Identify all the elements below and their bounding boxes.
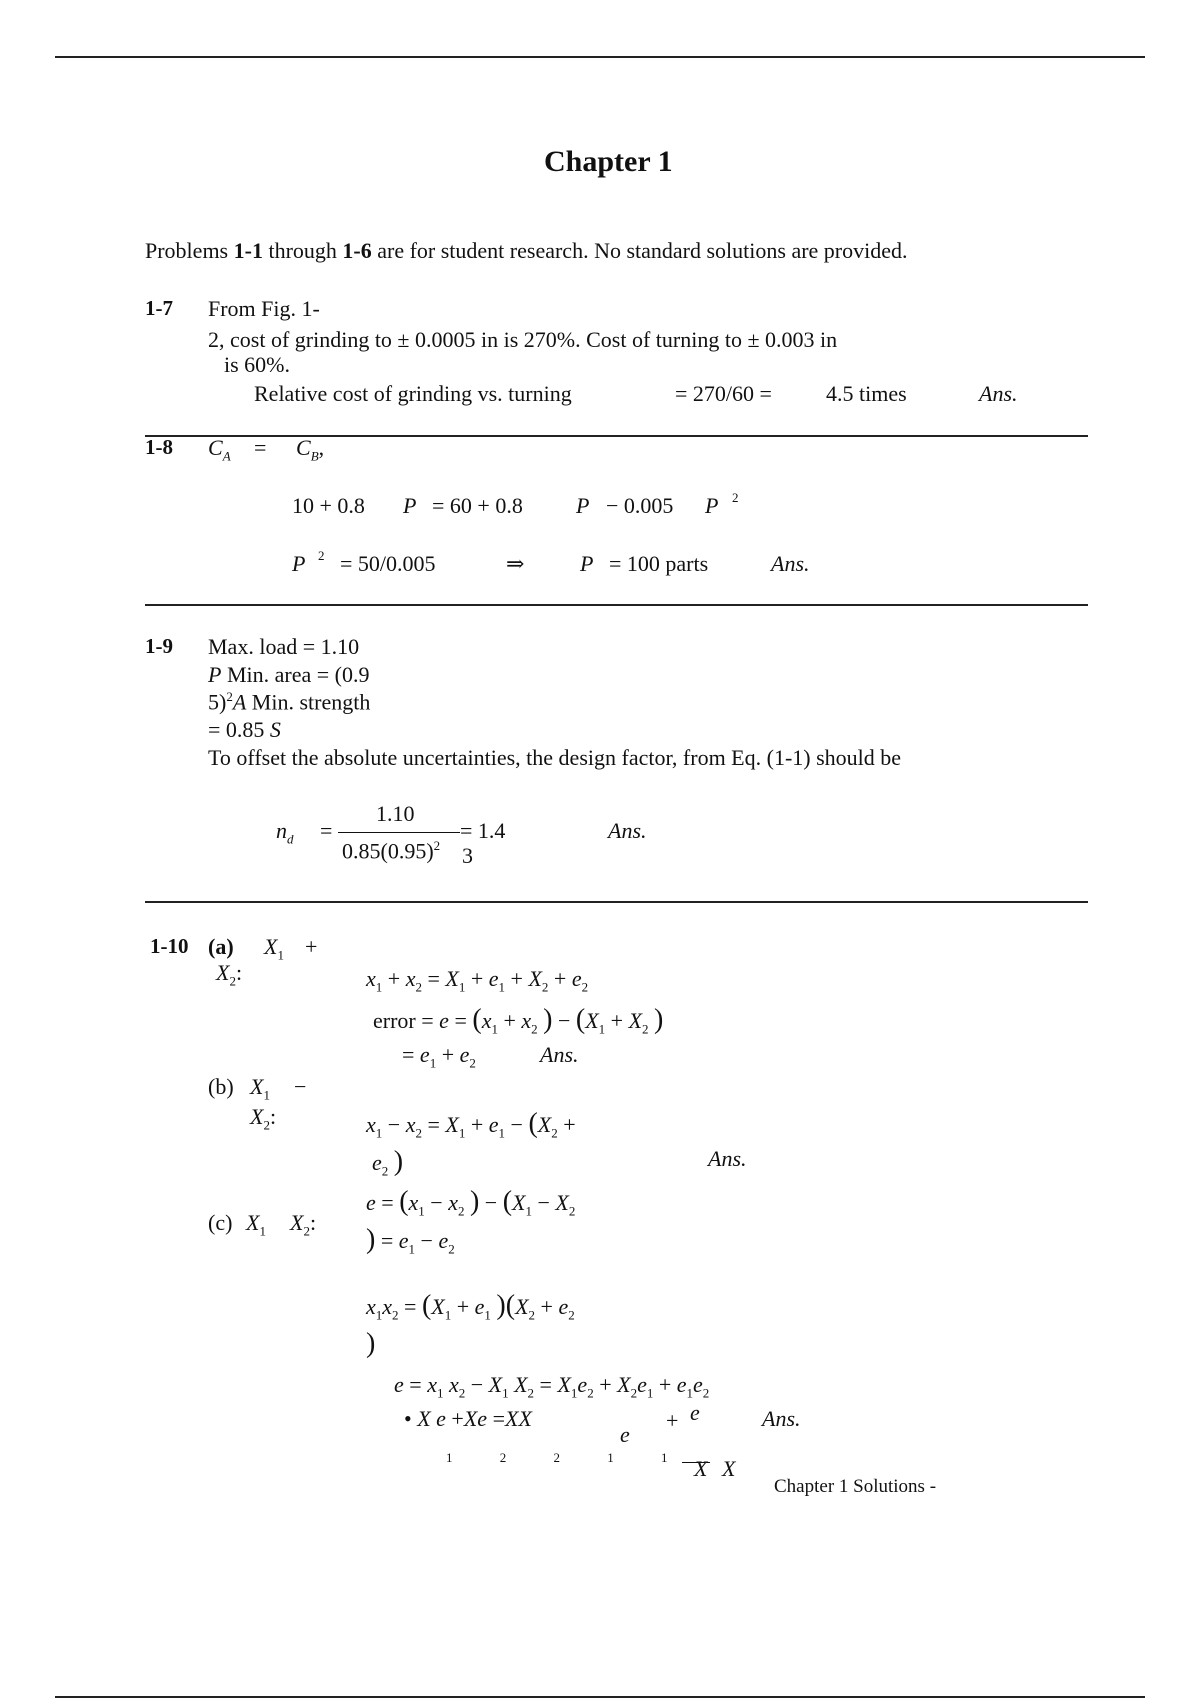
p110-c-frac-den: X [694, 1456, 708, 1481]
p19-line-1: Max. load = 1.10 [208, 634, 360, 659]
p18-eq2-value: = 50/0.005 [340, 551, 436, 576]
p18-eq2-square: 2 [318, 548, 325, 563]
page-footer-label: Chapter 1 Solutions - [774, 1476, 937, 1497]
problem-number-1-9: 1-9 [145, 634, 173, 658]
p19-result: = 1.4 [460, 818, 506, 843]
p17-ratio: = 270/60 = [675, 381, 772, 406]
p110-a-ans: Ans. [540, 1042, 579, 1067]
p17-line-2: 2, cost of grinding to ± 0.0005 in is 270%. Cost of turning to ± 0.003 in [208, 327, 838, 352]
p110-b-x1: $X_1$ [250, 1074, 270, 1103]
p110-b-eq2-cont: ) = $e_1 - e_2$ [366, 1224, 455, 1257]
intro-paragraph [145, 238, 1090, 264]
divider-1-7 [145, 435, 1088, 437]
p110-c-frac-plus: + [666, 1408, 679, 1433]
p18-eq1-right: − 0.005 [606, 493, 674, 518]
p18-cb: $C_B$, [296, 435, 325, 464]
bottom-rule [55, 1696, 1145, 1698]
top-rule [55, 56, 1145, 58]
page-title: Chapter 1 [544, 145, 673, 178]
p110-c-label: (c) [208, 1210, 233, 1235]
p110-c-frac-den-2: X [722, 1456, 736, 1481]
p19-line-2: P Min. area = (0.9 [208, 662, 370, 687]
p19-fraction-bar [338, 832, 460, 833]
intro-text-1: Problems [145, 238, 234, 263]
p110-b-x2: $X_2$: [250, 1104, 277, 1133]
p18-ca: $C_A$ [208, 435, 231, 464]
p18-ans: Ans. [771, 551, 810, 576]
p19-line-5: To offset the absolute uncertainties, the design factor, from Eq. (1-1) should be [208, 745, 902, 770]
p18-eq1-p3: P [705, 493, 719, 518]
p110-a-x1: $X_1$ [264, 934, 284, 963]
p110-a-plus: + [305, 934, 318, 959]
p17-line-4: Relative cost of grinding vs. turning [254, 381, 572, 406]
p18-equals: = [254, 435, 267, 460]
p19-ans: Ans. [608, 818, 647, 843]
p19-denominator: $0.85(0.95)^2$ [342, 838, 441, 864]
problem-number-1-8: 1-8 [145, 435, 173, 459]
p17-line-3: is 60%. [224, 352, 290, 377]
intro-text-2: through [262, 238, 343, 263]
p110-a-eq2: error = $e = (x_1 + x_2$ ) − ($X_1 + X_2$ ) [373, 1004, 664, 1037]
p18-eq1-square: 2 [732, 490, 739, 505]
p110-c-frac-e1: e [620, 1422, 630, 1447]
p17-result: 4.5 times [826, 381, 907, 406]
intro-problem-start: 1-1 [233, 238, 263, 263]
problem-number-1-10: 1-10 [150, 934, 189, 958]
p17-line-1: From Fig. 1- [208, 296, 320, 321]
p18-eq2-p: P [292, 551, 306, 576]
p110-c-eq1-close: ) [366, 1328, 376, 1359]
p110-b-eq2: $e = (x_1 - x_2$ ) − ($X_1 - X_2$ [366, 1186, 576, 1219]
p19-line-3: 5)$^2$A Min. strength [208, 689, 371, 715]
p110-c-x2: $X_2$: [290, 1210, 317, 1239]
p110-b-minus: − [294, 1074, 307, 1099]
p110-c-x1: $X_1$ [246, 1210, 266, 1239]
p17-ans: Ans. [979, 381, 1018, 406]
p110-c-ans: Ans. [762, 1406, 801, 1431]
problem-number-1-7: 1-7 [145, 296, 173, 320]
p18-eq2-p2: P [580, 551, 594, 576]
divider-1-9 [145, 901, 1088, 903]
p18-eq1-p1: P [403, 493, 417, 518]
p110-c-eq3: • X e +Xe =XX [404, 1406, 532, 1431]
p110-c-eq2: $e = x_1$ $x_2 - X_1$ $X_2 = X_1e_2 + X_2e_1 + e_1e_2$ [394, 1372, 710, 1401]
p19-nd: $n_d$ [276, 818, 294, 847]
p18-eq1-mid: = 60 + 0.8 [432, 493, 523, 518]
p110-b-ans: Ans. [708, 1146, 747, 1171]
p18-eq1-p2: P [576, 493, 590, 518]
p110-c-frac-e2: e [690, 1400, 700, 1425]
p110-b-label: (b) [208, 1074, 234, 1099]
p110-b-eq1: $x_1 - x_2 = X_1 + e_1 - (X_2$ + [366, 1108, 576, 1141]
p110-a-eq3: = $e_1 + e_2$ [402, 1042, 476, 1071]
intro-text-3: are for student research. No standard solutions are provided. [371, 238, 908, 263]
p110-b-eq1-cont: $e_2$ ) [372, 1146, 404, 1179]
p110-a-label: (a) [208, 934, 234, 959]
p19-line-4: = 0.85 S [208, 717, 281, 742]
p110-c-indices: 1 2 2 1 1 [446, 1450, 690, 1465]
p18-arrow: ⇒ [506, 551, 525, 576]
p19-result-digit: 3 [462, 843, 473, 868]
p19-numerator: 1.10 [376, 801, 415, 826]
p19-equals: = [320, 818, 333, 843]
p110-a-x2: $X_2$: [216, 960, 243, 989]
divider-1-8 [145, 604, 1088, 606]
p18-eq2-result: = 100 parts [609, 551, 709, 576]
intro-problem-end: 1-6 [342, 238, 372, 263]
p110-a-eq1: $x_1 + x_2 = X_1 + e_1 + X_2 + e_2$ [366, 966, 589, 995]
p18-eq1-left: 10 + 0.8 [292, 493, 365, 518]
p110-c-eq1: $x_1x_2 = (X_1 + e_1$ )($X_2 + e_2$ [366, 1290, 575, 1323]
